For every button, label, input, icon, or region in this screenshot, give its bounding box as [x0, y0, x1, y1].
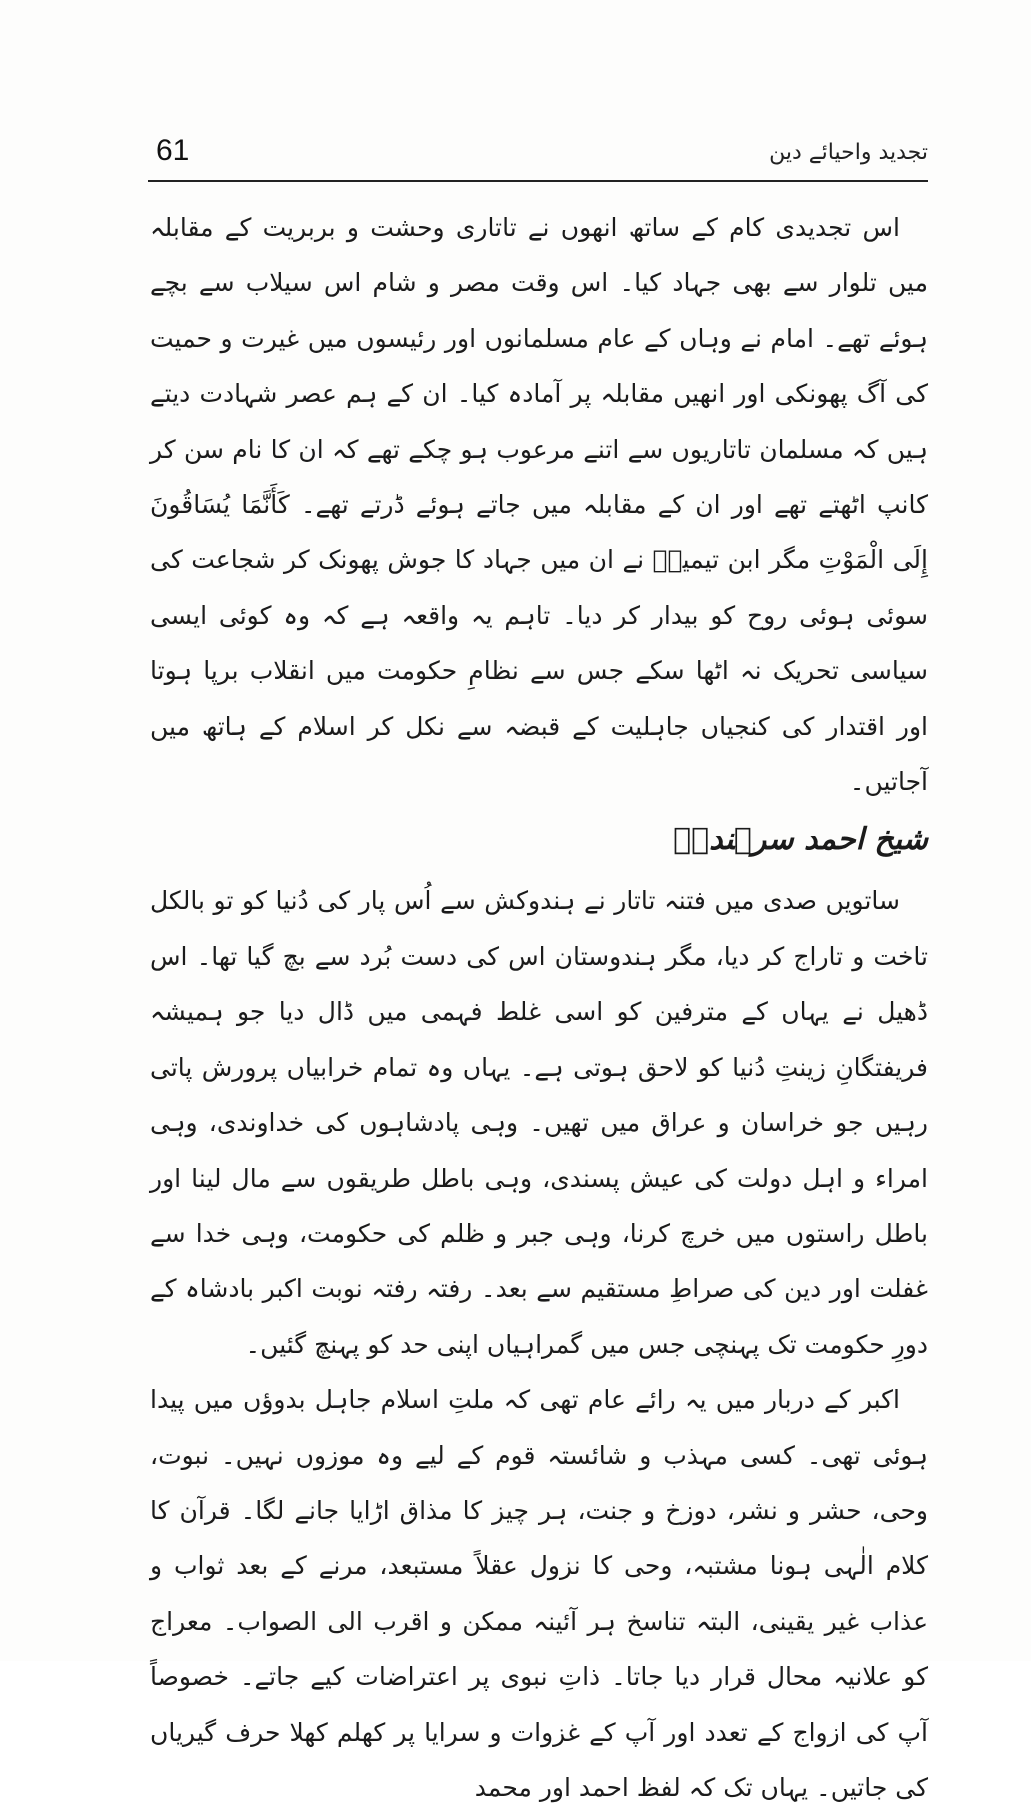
paragraph-akbar-court: اکبر کے دربار میں یہ رائے عام تھی کہ ملتِ اسلام جاہل بدوؤں میں پیدا ہوئی تھی۔ کسی مہذب و شائستہ قوم کے لیے وہ موزوں نہیں۔ نبوت، وحی، حشر و نشر، دوزخ و جنت، ہر چیز کا مذاق اڑایا جانے لگا۔ قرآن کا کلام الٰہی ہونا مشتبہ، وحی کا نزول عقلاً مستبعد، مرنے کے بعد ثواب و عذاب غیر یقینی، البتہ تناسخ ہر آئینہ ممکن و اقرب الی الصواب۔ معراج کو علانیہ محال قرار دیا جاتا۔ ذاتِ نبوی پر اعتراضات کیے جاتے۔ خصوصاً آپ کی ازواج کے تعدد اور آپ کے غزوات و سرایا پر کھلم کھلا حرف گیریاں کی جاتیں۔ یہاں تک کہ لفظ احمد اور محمد	[150, 1385, 928, 1802]
paragraph-ibn-taymiyyah: اس تجدیدی کام کے ساتھ انھوں نے تاتاری وحشت و بربریت کے مقابلہ میں تلوار سے بھی جہاد کیا۔ اس وقت مصر و شام اس سیلاب سے بچے ہوئے تھے۔ امام نے وہاں کے عام مسلمانوں اور رئیسوں میں غیرت و حمیت کی آگ پھونکی اور انھیں مقابلہ پر آمادہ کیا۔ ان کے ہم عصر شہادت دیتے ہیں کہ مسلمان تاتاریوں سے اتنے مرعوب ہو چکے تھے کہ ان کا نام سن کر کانپ اٹھتے تھے اور ان کے مقابلہ میں جاتے ہوئے ڈرتے تھے۔ كَأَنَّمَا يُسَاقُونَ إِلَى الْمَوْتِ مگر ابن تیمیہؒ نے ان میں جہاد کا جوش پھونک کر شجاعت کی سوئی ہوئی روح کو بیدار کر دیا۔ تاہم یہ واقعہ ہے کہ وہ کوئی ایسی سیاسی تحریک نہ اٹھا سکے جس سے نظامِ حکومت میں انقلاب برپا ہوتا اور اقتدار کی کنجیاں جاہلیت کے قبضہ سے نکل کر اسلام کے ہاتھ میں آجاتیں۔	[150, 213, 928, 797]
header-divider	[148, 180, 928, 182]
page-body	[150, 200, 928, 1815]
running-title: تجدید واحیائے دین	[769, 140, 928, 165]
page-header	[148, 128, 928, 184]
paragraph-tatar-fitna: ساتویں صدی میں فتنہ تاتار نے ہندوکش سے اُس پار کی دُنیا کو تو بالکل تاخت و تاراج کر دیا، مگر ہندوستان اس کی دست بُرد سے بچ گیا تھا۔ اس ڈھیل نے یہاں کے مترفین کو اسی غلط فہمی میں ڈال دیا جو ہمیشہ فریفتگانِ زینتِ دُنیا کو لاحق ہوتی ہے۔ یہاں وہ تمام خرابیاں پرورش پاتی رہیں جو خراسان و عراق میں تھیں۔ وہی پادشاہوں کی خداوندی، وہی امراء و اہل دولت کی عیش پسندی، وہی باطل طریقوں سے مال لینا اور باطل راستوں میں خرچ کرنا، وہی جبر و ظلم کی حکومت، وہی خدا سے غفلت اور دین کی صراطِ مستقیم سے بعد۔ رفتہ رفتہ نوبت اکبر بادشاہ کے دورِ حکومت تک پہنچی جس میں گمراہیاں اپنی حد کو پہنچ گئیں۔	[150, 886, 928, 1359]
section-heading-shaikh-ahmad-sirhindi: شیخ احمد سرہندیؒ	[673, 822, 928, 858]
page-number: 61	[156, 134, 190, 167]
